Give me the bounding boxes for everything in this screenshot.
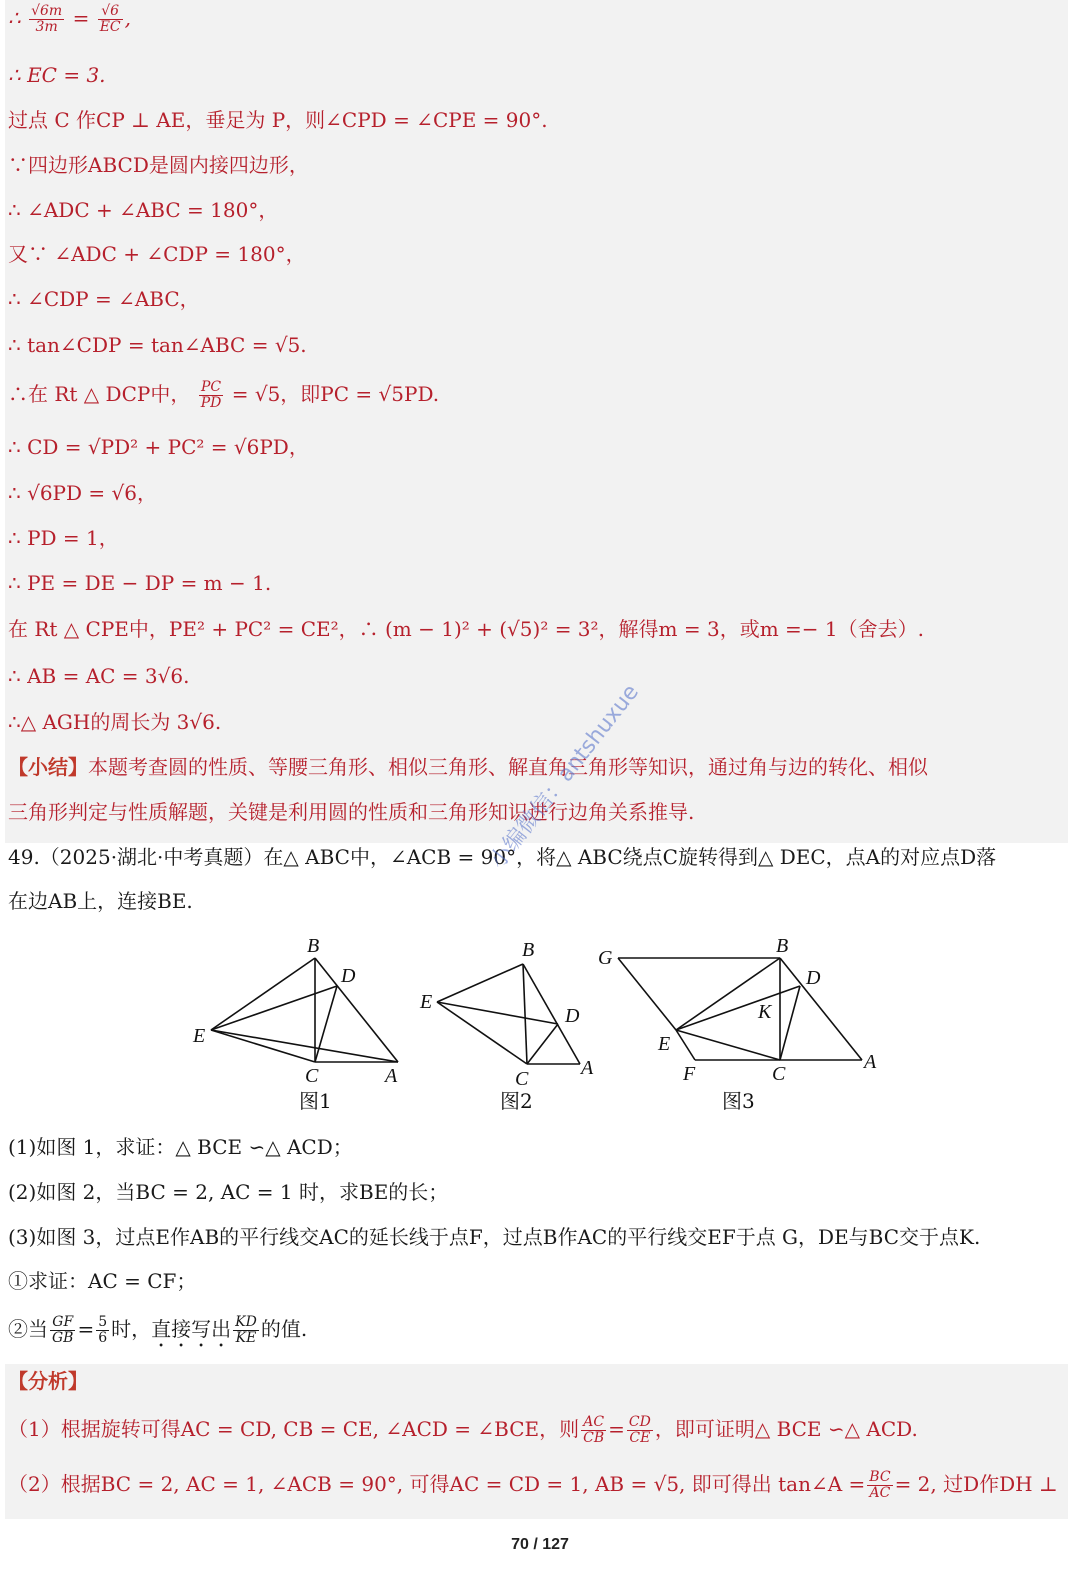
solution-line-10: ∴ CD = √PD² + PC² = √6PD， [8, 435, 309, 459]
solution-line-4: ∵四边形ABCD是圆内接四边形， [8, 153, 309, 177]
fig3-caption: 图3 [722, 1089, 755, 1113]
fig2-label-C: C [515, 1068, 529, 1090]
solution-line-9: ∴在 Rt △ DCP中， $\frac{PC}{PD}$ = √5，即PC = √5PD. [8, 379, 440, 411]
fig3-label-F: F [683, 1063, 696, 1085]
fig1-label-A: A [385, 1065, 398, 1087]
figure-1 [185, 930, 415, 1124]
fig3-label-C: C [772, 1063, 786, 1085]
question-3: (3)如图 3，过点E作AB的平行线交AC的延长线于点F，过点B作AC的平行线交EF于点 G，DE与BC交于点K. [8, 1225, 981, 1249]
fig1-label-E: E [193, 1025, 206, 1047]
solution-line-12: ∴ PD = 1， [8, 526, 119, 550]
solution-line-7: ∴ ∠CDP = ∠ABC， [8, 287, 200, 311]
fig2-label-E: E [420, 991, 433, 1013]
fig3-label-K: K [758, 1001, 772, 1023]
summary-line-2: 三角形判定与性质解题，关键是利用圆的性质和三角形知识进行边角关系推导. [8, 800, 695, 824]
fig2-label-B: B [522, 939, 535, 961]
solution-line-15: ∴ AB = AC = 3√6. [8, 664, 190, 688]
solution-line-6: 又∵ ∠ADC + ∠CDP = 180°， [8, 242, 306, 266]
question-3a: ①求证：AC = CF； [8, 1269, 197, 1293]
summary-line-1: 【小结】本题考查圆的性质、等腰三角形、相似三角形、解直角三角形等知识，通过角与边的转化、相似 [8, 755, 928, 779]
solution-line-13: ∴ PE = DE − DP = m − 1. [8, 571, 272, 595]
figure-2 [415, 930, 615, 1124]
solution-line-1: ∴ $\frac{√6m}{3m}$ = $\frac{√6}{EC}$ , [8, 3, 131, 35]
fig3-label-E: E [658, 1033, 671, 1055]
solution-line-14: 在 Rt △ CPE中，PE² + PC² = CE²，∴ (m − 1)² + (√5)² = 3²，解得m = 3，或m =− 1（舍去）. [8, 617, 924, 641]
fig2-label-D: D [565, 1005, 580, 1027]
fig3-label-A: A [864, 1051, 877, 1073]
fig1-label-D: D [341, 965, 356, 987]
fig1-label-C: C [305, 1065, 319, 1087]
fig1-label-B: B [307, 935, 320, 957]
question-3b: ②当 $\frac{GF}{GB}$ = $\frac{5}{6}$ 时，直接写出 $\frac{KD}{KE}$ 的值. [8, 1314, 308, 1346]
solution-line-16: ∴△ AGH的周长为 3√6. [8, 710, 222, 734]
solution-line-3: 过点 C 作CP ⊥ AE，垂足为 P，则∠CPD = ∠CPE = 90°. [8, 108, 548, 132]
problem-stem-line-2: 在边AB上，连接BE. [8, 889, 193, 913]
solution-line-2: ∴ EC = 3. [8, 63, 106, 87]
fig1-caption: 图1 [299, 1089, 332, 1113]
fig3-label-D: D [806, 967, 821, 989]
analysis-line-1: （1）根据旋转可得AC = CD, CB = CE, ∠ACD = ∠BCE，则 $\frac{AC}{CB}$ = $\frac{CD}{CE}$ ，即可证明△ BCE ∽△ ACD. [8, 1414, 918, 1446]
fig2-caption: 图2 [500, 1089, 533, 1113]
question-1: (1)如图 1，求证：△ BCE ∽△ ACD； [8, 1135, 353, 1159]
summary-tag: 【小结】 [8, 755, 88, 779]
solution-line-8: ∴ tan∠CDP = tan∠ABC = √5. [8, 333, 307, 357]
watermark: 小编微信：antshuxue [485, 680, 644, 874]
fig3-label-B: B [776, 935, 789, 957]
question-2: (2)如图 2，当BC = 2, AC = 1 时，求BE的长； [8, 1180, 449, 1204]
figure-3 [590, 930, 890, 1124]
analysis-tag: 【分析】 [8, 1369, 88, 1393]
fig2-label-A: A [581, 1057, 594, 1079]
fig3-label-G: G [598, 947, 613, 969]
problem-stem-line-1: 49.（2025·湖北·中考真题）在△ ABC中，∠ACB = 90°，将△ ABC绕点C旋转得到△ DEC，点A的对应点D落 [8, 845, 997, 869]
solution-line-5: ∴ ∠ADC + ∠ABC = 180°， [8, 198, 279, 222]
analysis-line-2: （2）根据BC = 2, AC = 1, ∠ACB = 90°, 可得AC = CD = 1, AB = √5, 即可得出 tan∠A = $\frac{BC}{AC}$ = 2, 过D作DH ⊥ [8, 1469, 1058, 1501]
solution-line-11: ∴ √6PD = √6， [8, 481, 157, 505]
page-number: 70 / 127 [511, 1536, 569, 1553]
